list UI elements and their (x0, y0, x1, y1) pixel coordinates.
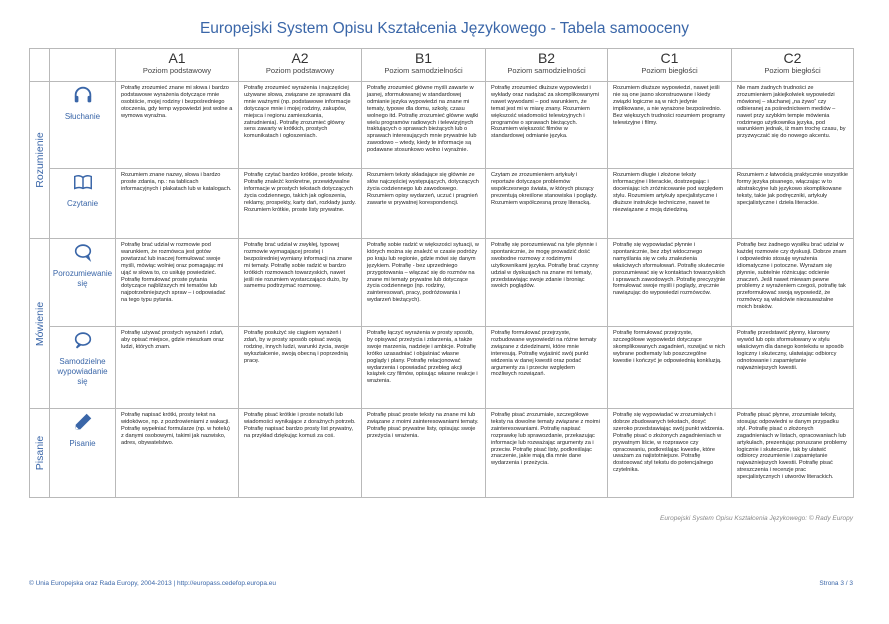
descriptor-cell: Nie mam żadnych trudności ze zrozumieniem jakiejkolwiek wypowiedzi mówionej – słuchanej „na żywo” czy odbieranej za pośrednictwem mediów – nawet przy szybkim tempie mówienia rodzimego użytkownika języka, pod warunkiem jednak, iż mam trochę czasu, by przyzwyczaić się do nowego akcentu. (732, 82, 854, 169)
level-name: Poziom biegłości (764, 66, 821, 75)
level-code: B1 (414, 50, 433, 66)
descriptor-cell: Rozumiem dłuższe wypowiedzi, nawet jeśli nie są one jasno skonstruowane i kiedy związki logiczne są w nich jedynie implikowane, a nie wyrażone bezpośrednio. Bez większych trudności rozumiem programy telewizyjne i filmy. (608, 82, 732, 169)
reading-row (30, 169, 854, 239)
skill-listening (50, 82, 116, 169)
source-note: Europejski System Opisu Kształcenia Językowego: © Rady Europy (659, 515, 853, 522)
page-number: Strona 3 / 3 (819, 580, 853, 587)
category-writing (30, 409, 50, 498)
page-title: Europejski System Opisu Kształcenia Językowego - Tabela samooceny (199, 20, 690, 37)
level-c2-header (732, 49, 854, 82)
level-a2-header (239, 49, 362, 82)
skill-label: Słuchanie (64, 112, 101, 121)
descriptor-cell: Rozumiem z łatwością praktycznie wszystkie formy języka pisanego, włączając w to abstrakcyjne lub językowo skomplikowane teksty, takie jak podręczniki, artykuły specjalistyczne i dzieła literackie. (732, 169, 854, 239)
descriptor-cell: Rozumiem znane nazwy, słowa i bardzo proste zdania, np.: na tablicach informacyjnych i plakatach lub w katalogach. (116, 169, 239, 239)
descriptor-cell: Potrafię przedstawić płynny, klarowny wywód lub opis sformułowany w stylu właściwym dla danego kontekstu w sposób logiczny i skuteczny, ułatwiając odbiorcy odnotowanie i zapamiętanie najważniejszych kwestii. (732, 327, 854, 409)
skill-label: Czytanie (66, 199, 99, 208)
self-assessment-grid (29, 48, 854, 498)
category-understanding (30, 82, 50, 239)
skill-label: Samodzielne wypowiadanie się (57, 357, 108, 386)
descriptor-cell: Potrafię bez żadnego wysiłku brać udział w każdej rozmowie czy dyskusji. Dobrze znam i odpowiednio stosuję wyrażenia idiomatyczne i potoczne. Wyrażam się płynnie, subtelnie różnicując odcienie znaczeń. Jeśli nawet miewam pewne problemy z wyrażeniem czegoś, potrafię tak przeformułować swoją wypowiedź, że rozmówcy są właściwie niezauważalne moich braków. (732, 239, 854, 327)
category-speaking (30, 239, 50, 409)
descriptor-cell: Potrafię się wypowiadać płynnie i spontanicznie, bez zbyt widocznego namyślania się w celu znalezienia właściwych sformułowań. Potrafię skutecznie porozumiewać się w kontaktach towarzyskich i sprawach zawodowych. Potrafię precyzyjnie formułować swoje myśli i poglądy, zręcznie nawiązując do wypowiedzi rozmówców. (608, 239, 732, 327)
writing-row (30, 409, 854, 498)
descriptor-cell: Potrafię czytać bardzo krótkie, proste teksty. Potrafię znaleźć konkretne, przewidywalne informacje w prostych tekstach dotyczących życia codziennego, takich jak ogłoszenia, reklamy, prospekty, karty dań, rozkłady jazdy. Rozumiem krótkie, proste listy prywatne. (239, 169, 362, 239)
header-corner (30, 49, 50, 82)
descriptor-cell: Potrafię się wypowiadać w zrozumiałych i dobrze zbudowanych tekstach, dosyć szeroko przedstawiając swój punkt widzenia. Potrafię pisać o złożonych zagadnieniach w prywatnym liście, w rozprawce czy opracowaniu, podkreślając kwestie, które uważam za najistotniejsze. Potrafię dostosować styl tekstu do potencjalnego czytelnika. (608, 409, 732, 498)
level-code: C2 (783, 50, 802, 66)
level-code: C1 (660, 50, 679, 66)
footer-copyright[interactable]: © Unia Europejska oraz Rada Europy, 2004-2013 | http://europass.cedefop.europa.eu (29, 580, 277, 587)
header-skill-corner (50, 49, 116, 82)
headphones-icon (72, 84, 94, 106)
listening-row (30, 82, 854, 169)
level-name: Poziom samodzielności (507, 66, 586, 75)
descriptor-cell: Potrafię łączyć wyrażenia w prosty sposób, by opisywać przeżycia i zdarzenia, a także swoje marzenia, nadzieje i ambicje. Potrafię krótko uzasadniać i objaśniać własne poglądy i plany. Potrafię relacjonować wydarzenia i opowiadać przebieg akcji książek czy filmów, opisując własne reakcje i wrażenia. (362, 327, 486, 409)
descriptor-cell: Potrafię napisać krótki, prosty tekst na widokówce, np. z pozdrowieniami z wakacji. Potrafię wypełniać formularze (np. w hotelu) z danymi osobowymi, takimi jak nazwisko, adres, obywatelstwo. (116, 409, 239, 498)
skill-reading (50, 169, 116, 239)
skill-writing (50, 409, 116, 498)
skill-label: Porozumiewanie się (52, 269, 113, 288)
speech-bubble-icon (72, 241, 94, 263)
descriptor-cell: Potrafię zrozumieć główne myśli zawarte w jasnej, sformułowanej w standardowej odmianie języka wypowiedzi na znane mi tematy, typowe dla domu, szkoły, czasu wolnego itd. Potrafię zrozumieć główne wątki wielu programów radiowych i telewizyjnych traktujących o sprawach bieżących lub o sprawach interesujących mnie prywatnie lub zawodowo – wtedy, kiedy te informacje są podawane stosunkowo wolno i wyraźnie. (362, 82, 486, 169)
level-b1-header (362, 49, 486, 82)
descriptor-cell: Potrafię zrozumieć znane mi słowa i bardzo podstawowe wyrażenia dotyczące mnie osobiście, mojej rodziny i bezpośredniego otoczenia, gdy temp wypowiedzi jest wolne a wymowa wyraźna. (116, 82, 239, 169)
level-name: Poziom biegłości (641, 66, 698, 75)
descriptor-cell: Potrafię używać prostych wyrażeń i zdań, aby opisać miejsce, gdzie mieszkam oraz ludzi, których znam. (116, 327, 239, 409)
category-label: Mówienie (33, 301, 46, 346)
descriptor-cell: Potrafię zrozumieć wyrażenia i najczęściej używane słowa, związane ze sprawami dla mnie ważnymi (np. podstawowe informacje dotyczące mnie i mojej rodziny, zakupów, miejsca i regionu zamieszkania, zatrudnienia). Potrafię zrozumieć główny sens zawarty w krótkich, prostych komunikatach i ogłoszeniach. (239, 82, 362, 169)
descriptor-cell: Potrafię formułować przejrzyste, szczegółowe wypowiedzi dotyczące skomplikowanych zagadnień, rozwijać w nich wybrane podtematy lub poszczególne kwestie i kończyć je odpowiednią konkluzją. (608, 327, 732, 409)
level-c1-header (608, 49, 732, 82)
skill-label: Pisanie (69, 439, 96, 448)
pen-icon (72, 411, 94, 433)
skill-interaction (50, 239, 116, 327)
descriptor-cell: Potrafię brać udział w rozmowie pod warunkiem, że rozmówca jest gotów powtarzać lub inaczej formułować swoje myśli, mówiąc wolniej oraz pomagając mi ująć w słowa to, co usiłuję powiedzieć. Potrafię formułować proste pytania dotyczące najbliższych mi tematów lub najpotrzebniejszych spraw – i odpowiadać na tego typu pytania. (116, 239, 239, 327)
level-a1-header (116, 49, 239, 82)
levels-header-row (30, 49, 854, 82)
descriptor-cell: Rozumiem długie i złożone teksty informacyjne i literackie, dostrzegając i doceniając ich zróżnicowanie pod względem stylu. Rozumiem artykuły specjalistyczne i dłuższe instrukcje techniczne, nawet te niezwiązane z moją dziedziną. (608, 169, 732, 239)
descriptor-cell: Potrafię pisać zrozumiałe, szczegółowe teksty na dowolne tematy związane z moimi zainteresowaniami. Potrafię napisać rozprawkę lub sprawozdanie, przekazując informacje lub rozważając argumenty za i przeciw. Potrafię pisać listy, podkreślając znaczenie, jakie mają dla mnie dane wydarzenia i przeżycia. (486, 409, 608, 498)
level-name: Poziom samodzielności (384, 66, 463, 75)
descriptor-cell: Potrafię pisać krótkie i proste notatki lub wiadomości wynikające z doraźnych potrzeb. Potrafię napisać bardzo prosty list prywatny, na przykład dziękując komuś za coś. (239, 409, 362, 498)
descriptor-cell: Potrafię formułować przejrzyste, rozbudowane wypowiedzi na różne tematy związane z dziedzinami, które mnie interesują. Potrafię wyjaśnić swój punkt widzenia w danej kwestii oraz podać argumenty za i przeciw względem możliwych rozwiązań. (486, 327, 608, 409)
descriptor-cell: Potrafię się porozumiewać na tyle płynnie i spontanicznie, że mogę prowadzić dość swobodne rozmowy z rodzimymi użytkownikami języka. Potrafię brać czynny udział w dyskusjach na znane mi tematy, przedstawiając swoje zdanie i broniąc swoich poglądów. (486, 239, 608, 327)
book-icon (72, 171, 94, 193)
production-row (30, 327, 854, 409)
descriptor-cell: Potrafię zrozumieć dłuższe wypowiedzi i wykłady oraz nadążać za skomplikowanymi nawet wywodami – pod warunkiem, że temat jest mi w miarę znany. Rozumiem większość wiadomości telewizyjnych i programów o sprawach bieżących. Rozumiem większość filmów w standardowej odmianie języka. (486, 82, 608, 169)
descriptor-cell: Czytam ze zrozumieniem artykuły i reportaże dotyczące problemów współczesnego świata, w których piszący prezentują określone stanowiska i poglądy. Rozumiem współczesną prozę literacką. (486, 169, 608, 239)
descriptor-cell: Rozumiem teksty składające się głównie ze słów najczęściej występujących, dotyczących życia codziennego lub zawodowego. Rozumiem opisy wydarzeń, uczuć i pragnień zawarte w prywatnej korespondencji. (362, 169, 486, 239)
category-label: Pisanie (33, 435, 46, 471)
skill-production (50, 327, 116, 409)
descriptor-cell: Potrafię brać udział w zwykłej, typowej rozmowie wymagającej prostej i bezpośredniej wymiany informacji na znane mi tematy. Potrafię sobie radzić w bardzo krótkich rozmowach towarzyskich, nawet jeśli nie rozumiem wystarczająco dużo, by samemu podtrzymać rozmowę. (239, 239, 362, 327)
descriptor-cell: Potrafię sobie radzić w większości sytuacji, w których można się znaleźć w czasie podróży po kraju lub regionie, gdzie mówi się danym językiem. Potrafię - bez uprzedniego przygotowania – włączać się do rozmów na znane mi tematy prywatne lub dotyczące życia codziennego (np. rodziny, zainteresowań, pracy, podróżowania i wydarzeń bieżących). (362, 239, 486, 327)
level-code: B2 (537, 50, 556, 66)
descriptor-cell: Potrafię pisać proste teksty na znane mi lub związane z moimi zainteresowaniami tematy. Potrafię pisać prywatne listy, opisując swoje przeżycia i wrażenia. (362, 409, 486, 498)
level-code: A1 (168, 50, 186, 66)
descriptor-cell: Potrafię pisać płynne, zrozumiałe teksty, stosując odpowiedni w danym przypadku styl. Potrafię pisać o złożonych zagadnieniach w listach, opracowaniach lub artykułach, prezentując poruszane problemy logicznie i skutecznie, tak by ułatwić odbiorcy zrozumienie i zapamiętanie najważniejszych kwestii. Potrafię pisać streszczenia i recenzje prac specjalistycznych i utworów literackich. (732, 409, 854, 498)
category-label: Rozumienie (33, 132, 46, 188)
level-name: Poziom podstawowy (265, 66, 335, 75)
level-code: A2 (291, 50, 309, 66)
chat-bubble-icon (72, 329, 94, 351)
level-name: Poziom podstawowy (142, 66, 212, 75)
descriptor-cell: Potrafię posłużyć się ciągiem wyrażeń i zdań, by w prosty sposób opisać swoją rodzinę, innych ludzi, warunki życia, swoje wykształcenie, swoją obecną i poprzednią pracę. (239, 327, 362, 409)
level-b2-header (486, 49, 608, 82)
interaction-row (30, 239, 854, 327)
